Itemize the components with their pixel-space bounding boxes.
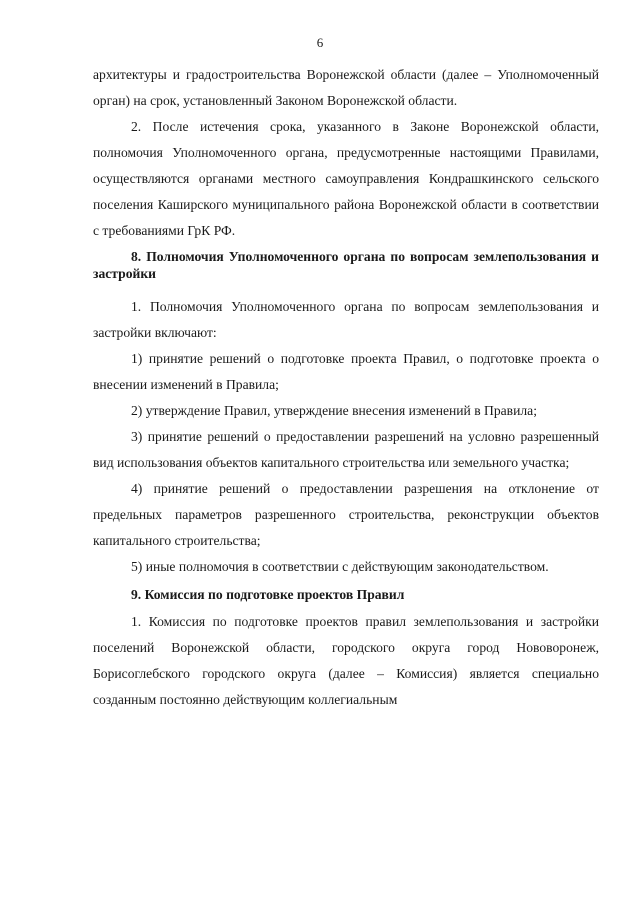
- section-heading-9: 9. Комиссия по подготовке проектов Правил: [131, 587, 405, 602]
- section-9-paragraph-1: 1. Комиссия по подготовке проектов правил землепользования и застройки поселений Воронежской области, городского округа город Нововоронеж, Борисоглебского городского округа (далее – Комиссия) является специально созданным постоянно действующим коллегиальным: [93, 614, 599, 707]
- list-item-2: 2) утверждение Правил, утверждение внесения изменений в Правила;: [131, 403, 537, 418]
- list-item-5: 5) иные полномочия в соответствии с действующим законодательством.: [131, 559, 549, 574]
- paragraph-2: 2. После истечения срока, указанного в Законе Воронежской области, полномочия Уполномоченного органа, предусмотренные настоящими Правилами, осуществляются органами местного самоуправления Кондрашкинского сельского поселения Каширского муниципального района Воронежской области в соответствии с требованиями ГрК РФ.: [93, 119, 599, 238]
- list-item-1: 1) принятие решений о подготовке проекта Правил, о подготовке проекта о внесении изменений в Правила;: [93, 351, 599, 392]
- section-8-paragraph-1: 1. Полномочия Уполномоченного органа по вопросам землепользования и застройки включают:: [93, 299, 599, 340]
- list-item-3: 3) принятие решений о предоставлении разрешений на условно разрешенный вид использования объектов капитального строительства или земельного участка;: [93, 429, 599, 470]
- page-number: 6: [316, 35, 324, 50]
- document-body: [93, 62, 599, 713]
- paragraph-continuation: архитектуры и градостроительства Воронежской области (далее – Уполномоченный орган) на срок, установленный Законом Воронежской области.: [93, 67, 599, 108]
- section-heading-8: 8. Полномочия Уполномоченного органа по вопросам землепользования и застройки: [93, 249, 599, 281]
- list-item-4: 4) принятие решений о предоставлении разрешения на отклонение от предельных параметров разрешенного строительства, реконструкции объектов капитального строительства;: [93, 481, 599, 548]
